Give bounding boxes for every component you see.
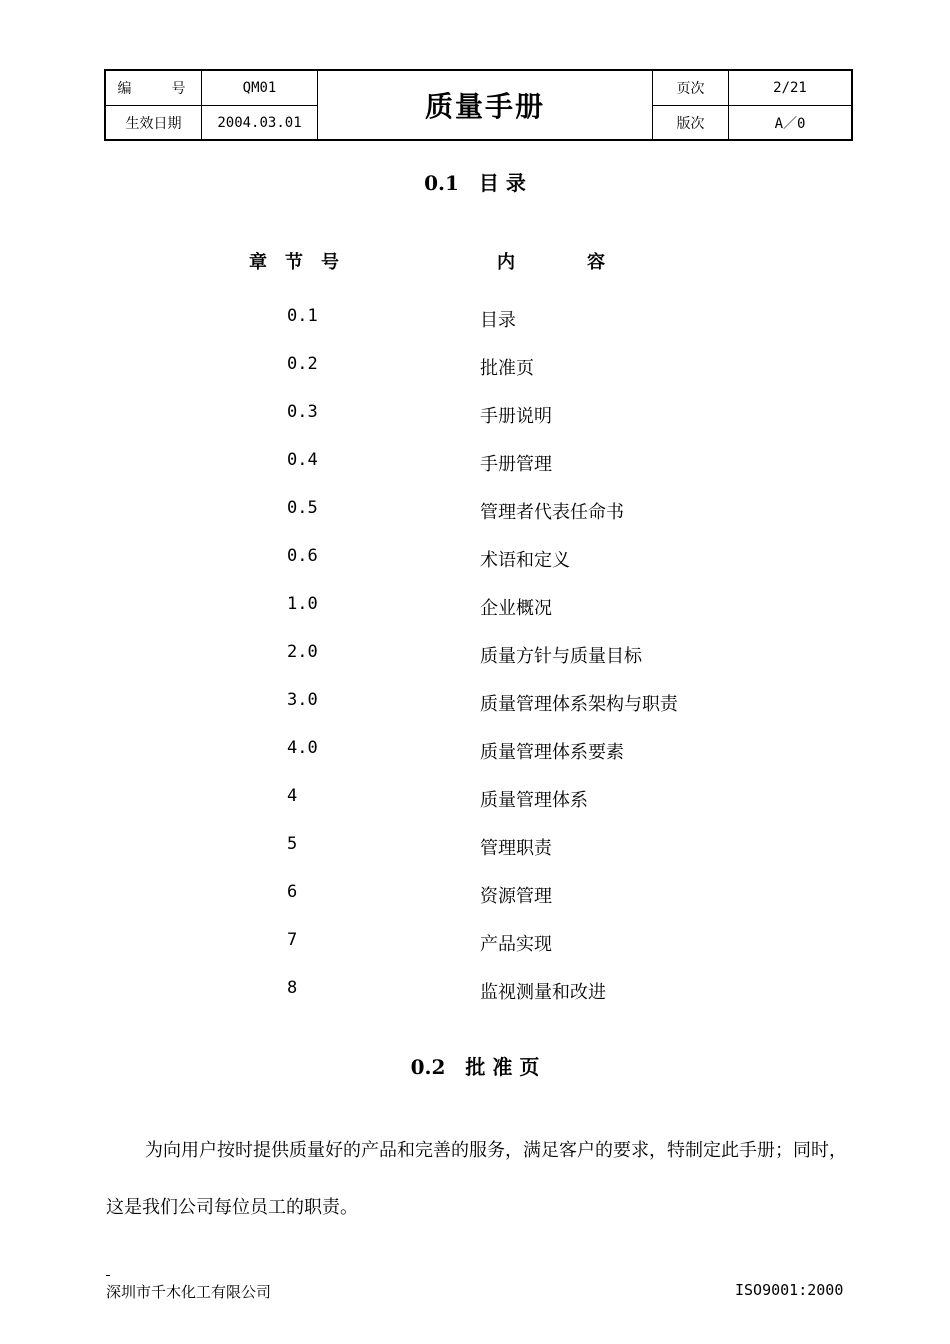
toc-row-text: 质量管理体系架构与职责 bbox=[480, 694, 678, 715]
toc-row-num: 0.1 bbox=[287, 306, 318, 326]
toc-row-num: 0.2 bbox=[287, 354, 318, 374]
toc-row-text: 质量方针与质量目标 bbox=[480, 646, 642, 667]
toc-row-text: 产品实现 bbox=[480, 934, 552, 955]
toc-col-content-header: 内 容 bbox=[497, 252, 605, 273]
toc-row-text: 企业概况 bbox=[480, 598, 552, 619]
toc-row-num: 6 bbox=[287, 882, 298, 902]
footer-company: 深圳市千木化工有限公司 bbox=[106, 1283, 272, 1301]
toc-row-text: 监视测量和改进 bbox=[480, 982, 606, 1003]
toc-row bbox=[0, 354, 950, 384]
toc-row-num: 5 bbox=[287, 834, 298, 854]
toc-row-num: 3.0 bbox=[287, 690, 318, 710]
toc-row-text: 质量管理体系要素 bbox=[480, 742, 624, 763]
version-label: 版次 bbox=[676, 115, 705, 132]
code-value: QM01 bbox=[242, 80, 277, 96]
toc-row-num: 1.0 bbox=[287, 594, 318, 614]
toc-col-num-header: 章 节 号 bbox=[249, 252, 339, 273]
page-value: 2/21 bbox=[773, 80, 807, 96]
toc-row bbox=[0, 834, 950, 864]
code-label: 编 号 bbox=[117, 81, 190, 97]
toc-row-text: 资源管理 bbox=[480, 886, 552, 907]
toc-row bbox=[0, 690, 950, 720]
approval-title: 0.2 批 准 页 bbox=[410, 1055, 540, 1079]
toc-row-num: 4 bbox=[287, 786, 298, 806]
toc-row-text: 管理职责 bbox=[480, 838, 552, 859]
toc-row-text: 手册管理 bbox=[480, 454, 552, 475]
toc-row-num: 0.4 bbox=[287, 450, 318, 470]
toc-row bbox=[0, 498, 950, 528]
toc-row bbox=[0, 402, 950, 432]
date-label: 生效日期 bbox=[125, 115, 182, 132]
toc-row-num: 0.6 bbox=[287, 546, 318, 566]
toc-row bbox=[0, 978, 950, 1008]
toc-row-num: 0.5 bbox=[287, 498, 318, 518]
toc-row bbox=[0, 306, 950, 336]
document-title: 质量手册 bbox=[424, 90, 545, 123]
approval-paragraph-line1: 为向用户按时提供质量好的产品和完善的服务，满足客户的要求，特制定此手册；同时， bbox=[145, 1140, 847, 1161]
toc-row-num: 4.0 bbox=[287, 738, 318, 758]
toc-row bbox=[0, 786, 950, 816]
toc-row bbox=[0, 450, 950, 480]
toc-row-text: 质量管理体系 bbox=[480, 790, 588, 811]
toc-row-num: 0.3 bbox=[287, 402, 318, 422]
toc-row-text: 管理者代表任命书 bbox=[480, 502, 624, 523]
toc-row-text: 术语和定义 bbox=[480, 550, 570, 571]
document-header-table bbox=[104, 69, 853, 141]
toc-row-text: 目录 bbox=[480, 310, 516, 331]
page-label: 页次 bbox=[676, 81, 705, 97]
toc-row bbox=[0, 546, 950, 576]
approval-paragraph-line2: 这是我们公司每位员工的职责。 bbox=[106, 1197, 358, 1218]
toc-row bbox=[0, 882, 950, 912]
toc-row-num: 7 bbox=[287, 930, 298, 950]
footer-standard: ISO9001:2000 bbox=[735, 1281, 844, 1299]
toc-row-text: 批准页 bbox=[480, 358, 534, 379]
footer-mark bbox=[106, 1275, 110, 1276]
toc-row bbox=[0, 642, 950, 672]
toc-title: 0.1 目 录 bbox=[424, 171, 526, 195]
toc-row bbox=[0, 594, 950, 624]
toc-row bbox=[0, 738, 950, 768]
toc-row-text: 手册说明 bbox=[480, 406, 552, 427]
date-value: 2004.03.01 bbox=[217, 114, 302, 131]
toc-row-num: 2.0 bbox=[287, 642, 318, 662]
toc-row-num: 8 bbox=[287, 978, 298, 998]
toc-row bbox=[0, 930, 950, 960]
version-value: A／0 bbox=[774, 115, 806, 132]
